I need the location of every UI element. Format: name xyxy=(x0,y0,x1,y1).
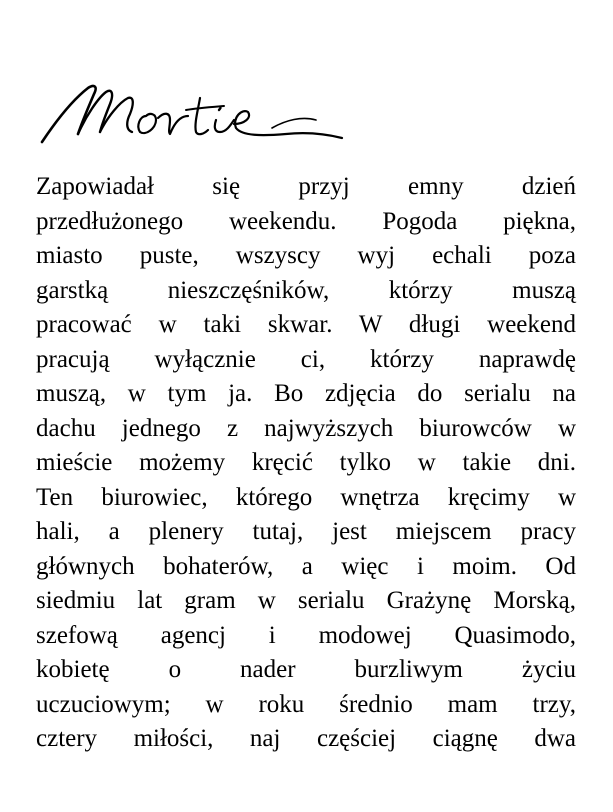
text-line: miasto puste, wszyscy wyj echali poza xyxy=(36,242,576,269)
text-line: garstką nieszczęśników, którzy muszą xyxy=(36,276,576,304)
text-line: cztery miłości, naj częściej ciągnę dwa xyxy=(36,725,576,752)
text-line: hali, a plenery tutaj, jest miejscem pracy xyxy=(36,518,576,545)
text-line: głównych bohaterów, a więc i moim. Od xyxy=(36,552,576,580)
body-text xyxy=(36,170,576,757)
text-line: pracują wyłącznie ci, którzy naprawdę xyxy=(36,345,576,373)
text-line: przedłużonego weekendu. Pogoda piękna, xyxy=(36,207,576,235)
handwritten-signature xyxy=(36,76,346,148)
text-line: siedmiu lat gram w serialu Grażynę Morską, xyxy=(36,587,576,614)
text-line: pracować w taki skwar. W długi weekend xyxy=(36,311,576,338)
text-line: szefową agencj i modowej Quasimodo, xyxy=(36,621,576,649)
text-line: uczuciowym; w roku średnio mam trzy, xyxy=(36,690,576,718)
text-line: mieście możemy kręcić tylko w takie dni. xyxy=(36,449,576,476)
text-line: Ten biurowiec, którego wnętrza kręcimy w xyxy=(36,483,576,511)
text-line: Zapowiadał się przyj emny dzień xyxy=(36,173,576,200)
text-line: muszą, w tym ja. Bo zdjęcia do serialu na xyxy=(36,380,576,407)
text-line: kobietę o nader burzliwym życiu xyxy=(36,656,576,683)
text-line: dachu jednego z najwyższych biurowców w xyxy=(36,414,576,442)
